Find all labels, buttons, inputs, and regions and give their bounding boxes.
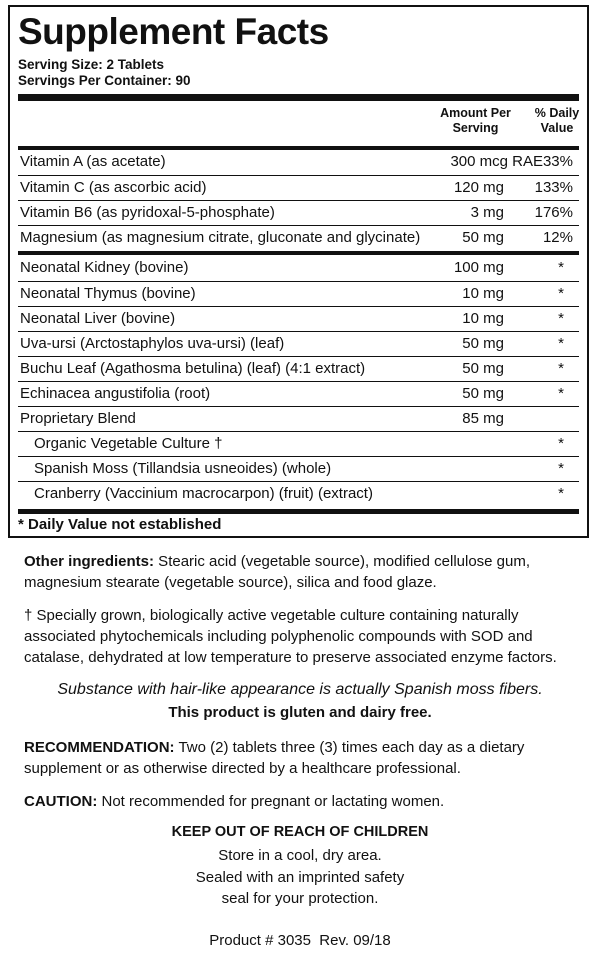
nutrient-row: Vitamin B6 (as pyridoxal-5-phosphate) 3 mg 176%	[18, 200, 579, 225]
other-ingredients: Other ingredients: Stearic acid (vegetable source), modified cellulose gum, magnesium stearate (vegetable source), silica and food glaze.	[24, 553, 531, 591]
bottom-thick-rule	[18, 509, 579, 514]
seal-note-line-1: Sealed with an imprinted safety	[195, 869, 405, 886]
caution: CAUTION: Not recommended for pregnant or lactating women.	[24, 793, 445, 810]
nutrient-row: Vitamin C (as ascorbic acid) 120 mg 133%	[18, 175, 579, 200]
daily-value-column-header: % Daily Value	[534, 106, 580, 135]
recommendation: RECOMMENDATION: Two (2) tablets three (3) times each day as a dietary supplement or as otherwise directed by a healthcare professional.	[24, 739, 525, 777]
gluten-free-note: This product is gluten and dairy free.	[168, 704, 432, 721]
ingredient-row: Neonatal Thymus (bovine) 10 mg *	[18, 281, 579, 306]
seal-note-line-2: seal for your protection.	[221, 890, 379, 907]
product-number: Product # 3035 Rev. 09/18	[209, 932, 391, 949]
daily-value-note: * Daily Value not established	[18, 516, 222, 533]
blend-sub-row: Organic Vegetable Culture † *	[18, 431, 579, 456]
storage-instruction: Store in a cool, dry area.	[218, 847, 382, 864]
ingredient-row: Neonatal Liver (bovine) 10 mg *	[18, 306, 579, 331]
supplement-facts-panel	[8, 5, 589, 538]
panel-title: Supplement Facts	[18, 11, 329, 52]
dagger-note: † Specially grown, biologically active vegetable culture containing naturally associated phytochemicals including polyphenolic compounds with SOD and catalase, dehydrated at low temperature to preserve associated enzyme factors.	[24, 607, 557, 666]
ingredient-row: Echinacea angustifolia (root) 50 mg *	[18, 381, 579, 406]
serving-size: Serving Size: 2 Tablets	[18, 57, 165, 72]
blend-sub-row: Spanish Moss (Tillandsia usneoides) (whole) *	[18, 456, 579, 481]
servings-per-container: Servings Per Container: 90	[18, 73, 191, 88]
nutrient-row: Vitamin A (as acetate) 300 mcg RAE 33%	[20, 153, 573, 170]
section-rule	[18, 251, 579, 255]
blend-sub-row: Cranberry (Vaccinium macrocarpon) (fruit) (extract) *	[18, 481, 579, 506]
nutrient-row: Magnesium (as magnesium citrate, gluconate and glycinate) 50 mg 12%	[18, 225, 579, 250]
spanish-moss-note: Substance with hair-like appearance is actually Spanish moss fibers.	[57, 681, 543, 698]
ingredient-row: Uva-ursi (Arctostaphylos uva-ursi) (leaf) 50 mg *	[18, 331, 579, 356]
ingredient-row: Proprietary Blend 85 mg	[18, 406, 579, 431]
amount-column-header: Amount Per Serving	[440, 106, 511, 135]
top-thick-rule	[18, 94, 579, 101]
ingredient-row: Neonatal Kidney (bovine) 100 mg *	[20, 259, 564, 276]
keep-out-warning: KEEP OUT OF REACH OF CHILDREN	[171, 824, 429, 840]
ingredient-row: Buchu Leaf (Agathosma betulina) (leaf) (4:1 extract) 50 mg *	[18, 356, 579, 381]
